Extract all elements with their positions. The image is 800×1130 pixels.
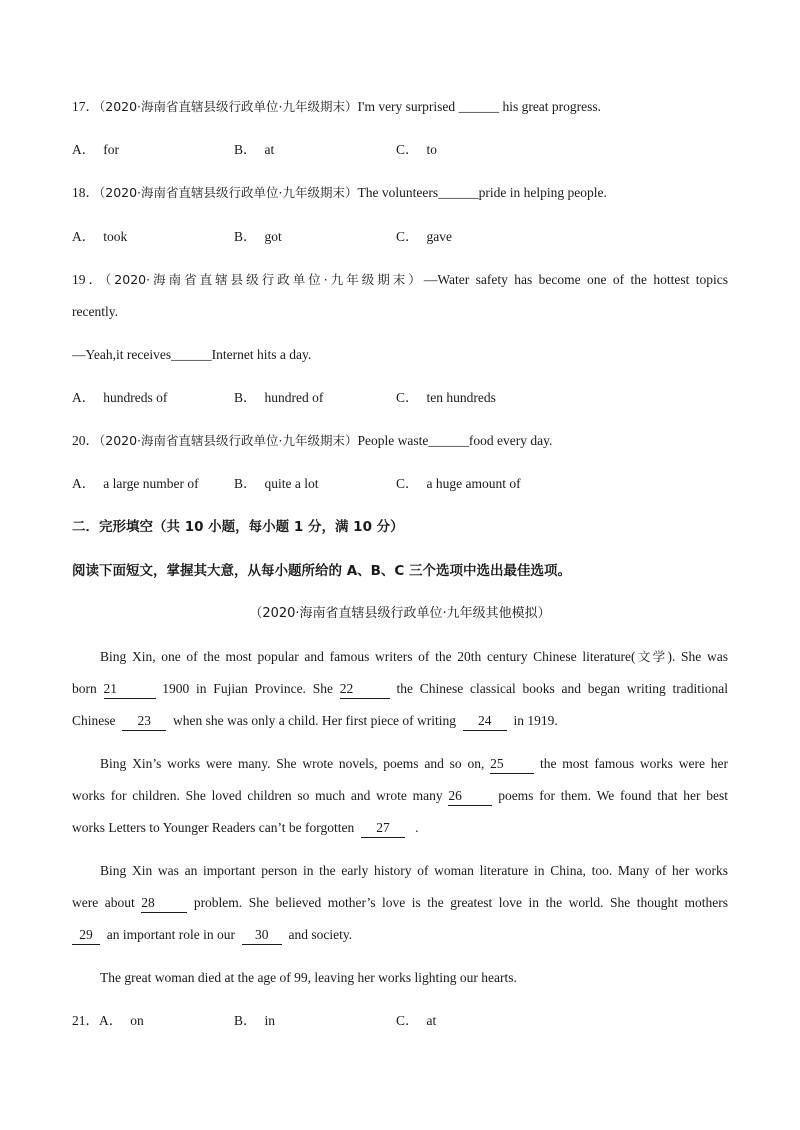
option-c: C． gave xyxy=(396,229,452,244)
blank-29: 29 xyxy=(72,926,100,945)
option-a: A． took xyxy=(72,229,128,244)
question-number: 18． xyxy=(72,185,99,200)
question-number: 17． xyxy=(72,99,99,114)
option-b: B． got xyxy=(234,229,282,244)
question-reply: —Yeah,it receives______Internet hits a day. xyxy=(72,347,312,362)
question-number: 19． xyxy=(72,272,106,287)
question-text: The volunteers xyxy=(357,185,439,200)
blank-27: 27 xyxy=(361,819,405,838)
blank: ______ xyxy=(171,347,212,362)
question-number: 20． xyxy=(72,433,99,448)
passage-line: The great woman died at the age of 99, leaving her works lighting our hearts. xyxy=(100,970,517,985)
question-18 xyxy=(72,184,607,202)
option-b: B． in xyxy=(234,1013,276,1028)
option-a: A． for xyxy=(72,142,119,157)
question-20 xyxy=(72,432,552,450)
option-b: B． hundred of xyxy=(234,390,324,405)
blank-26: 26 xyxy=(448,787,492,806)
passage-line: were about 28 problem. She believed mother’s love is the greatest love in the world. She thought mothers xyxy=(72,894,728,913)
question-text-cont: recently. xyxy=(72,304,118,319)
option-c: C． a huge amount of xyxy=(396,476,521,491)
passage-line: works for children. She loved children so much and wrote many 26 poems for them. We found that her best xyxy=(72,787,728,806)
option-a: A． a large number of xyxy=(72,476,199,491)
question-source: （2020·海南省直辖县级行政单位·九年级期末） xyxy=(99,99,358,114)
option-a: A． hundreds of xyxy=(72,390,168,405)
blank-23: 23 xyxy=(122,712,166,731)
section-instruction: 阅读下面短文，掌握其大意，从每小题所给的 A、B、C 三个选项中选出最佳选项。 xyxy=(72,563,572,579)
blank: ______ xyxy=(458,99,500,114)
question-text: —Water safety has become one of the hottest topics xyxy=(423,272,728,287)
passage-line: 29 an important role in our 30 and society. xyxy=(72,926,352,945)
blank: ______ xyxy=(438,185,479,200)
question-17 xyxy=(72,98,601,116)
question-source: （2020·海南省直辖县级行政单位·九年级期末） xyxy=(99,185,358,200)
blank-25: 25 xyxy=(490,755,534,774)
option-c: C． to xyxy=(396,142,438,157)
option-b: B． quite a lot xyxy=(234,476,319,491)
question-text: People waste xyxy=(357,433,429,448)
section-heading: 二．完形填空（共 10 小题，每小题 1 分，满 10 分） xyxy=(72,519,404,535)
question-19 xyxy=(72,271,728,289)
passage-line: Chinese 23 when she was only a child. Her first piece of writing 24 in 1919. xyxy=(72,712,558,731)
passage-line: born 21 1900 in Fujian Province. She 22 the Chinese classical books and began writing traditional xyxy=(72,680,728,699)
blank: ______ xyxy=(428,433,469,448)
passage-line: works Letters to Younger Readers can’t be forgotten 27 . xyxy=(72,819,418,838)
blank-22: 22 xyxy=(340,680,390,699)
question-text: his great progress. xyxy=(499,99,602,114)
passage-line: Bing Xin, one of the most popular and famous writers of the 20th century Chinese literature(文学). She was xyxy=(100,649,728,664)
question-text: food every day. xyxy=(468,433,553,448)
option-c: C． ten hundreds xyxy=(396,390,496,405)
question-text: pride in helping people. xyxy=(478,185,607,200)
blank-21: 21 xyxy=(104,680,156,699)
blank-28: 28 xyxy=(141,894,187,913)
passage-line: Bing Xin was an important person in the early history of woman literature in China, too. Many of her works xyxy=(100,863,728,878)
question-text: I'm very surprised xyxy=(357,99,459,114)
passage-line: Bing Xin’s works were many. She wrote novels, poems and so on, 25 the most famous works were her xyxy=(100,755,728,774)
question-source: （2020·海南省直辖县级行政单位·九年级期末） xyxy=(99,433,358,448)
blank-24: 24 xyxy=(463,712,507,731)
question-source: （2020·海南省直辖县级行政单位·九年级期末） xyxy=(105,272,424,287)
option-c: C． at xyxy=(396,1013,437,1028)
option-b: B． at xyxy=(234,142,275,157)
question-21-option-a: 21．A． on xyxy=(72,1013,144,1028)
passage-source: （2020·海南省直辖县级行政单位·九年级其他模拟） xyxy=(249,606,551,621)
blank-30: 30 xyxy=(242,926,282,945)
